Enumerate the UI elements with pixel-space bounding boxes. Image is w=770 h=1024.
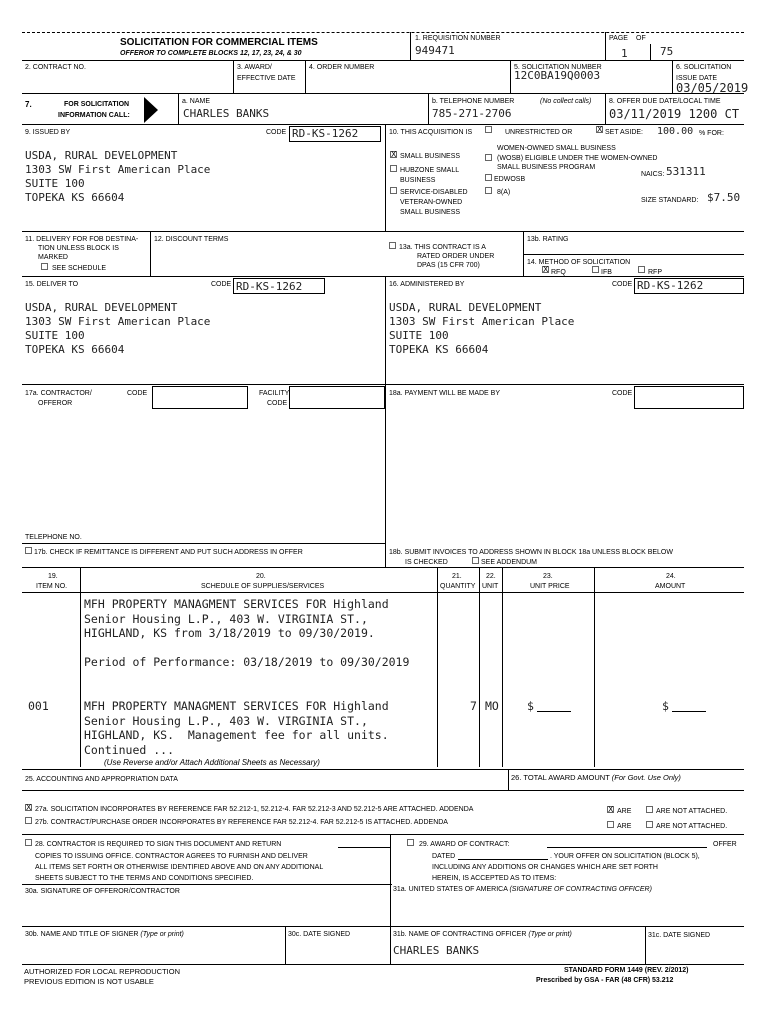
- remittance-checkbox[interactable]: [25, 547, 32, 554]
- col-24-num: 24.: [666, 573, 676, 580]
- contracting-officer-name[interactable]: CHARLES BANKS: [393, 944, 480, 957]
- deliver-code[interactable]: RD-KS-1262: [236, 280, 303, 293]
- issued-by-label: 9. ISSUED BY: [25, 129, 71, 136]
- period-of-performance[interactable]: Period of Performance: 03/18/2019 to 09/30/2019: [84, 655, 410, 669]
- remittance-label: 17b. CHECK IF REMITTANCE IS DIFFERENT AND PUT SUCH ADDRESS IN OFFER: [34, 549, 303, 556]
- col-21-num: 21.: [452, 573, 462, 580]
- sdvosb-label-2: VETERAN-OWNED: [400, 199, 463, 206]
- govt-use-note: (For Govt. Use Only): [611, 773, 681, 782]
- 27a-checkbox[interactable]: X: [26, 803, 32, 812]
- naics-code[interactable]: 531311: [666, 165, 706, 178]
- set-aside-percent[interactable]: 100.00: [657, 126, 694, 137]
- small-business-checkbox[interactable]: X: [391, 150, 397, 159]
- size-standard-value[interactable]: $7.50: [707, 191, 741, 204]
- 29-text-1: 29. AWARD OF CONTRACT:: [419, 841, 510, 848]
- wosb-label-3: SMALL BUSINESS PROGRAM: [497, 164, 596, 169]
- issued-address-line-3[interactable]: SUITE 100: [25, 177, 85, 190]
- unrestricted-checkbox[interactable]: [485, 126, 492, 133]
- 27a-not-attached-checkbox[interactable]: [646, 806, 653, 813]
- 29-checkbox[interactable]: [407, 839, 414, 846]
- admin-address-line-1[interactable]: USDA, RURAL DEVELOPMENT: [389, 301, 542, 314]
- issued-code-label: CODE: [266, 129, 287, 136]
- invoice-label-2: IS CHECKED: [405, 559, 448, 566]
- 28-text-4: SHEETS SUBJECT TO THE TERMS AND CONDITIONS SPECIFIED.: [35, 875, 254, 882]
- 29-text-2: . YOUR OFFER ON SOLICITATION (BLOCK 5),: [550, 853, 700, 860]
- amount-symbol: $: [662, 699, 669, 713]
- facility-label-2: CODE: [267, 400, 288, 407]
- admin-code-label: CODE: [612, 281, 633, 288]
- small-business-label: SMALL BUSINESS: [400, 153, 461, 160]
- deliver-address-line-1[interactable]: USDA, RURAL DEVELOPMENT: [25, 301, 178, 314]
- edwosb-label: EDWOSB: [494, 176, 526, 183]
- payment-code-label: CODE: [612, 390, 633, 397]
- quantity-value[interactable]: 7: [470, 699, 477, 713]
- block-7-number: 7.: [25, 100, 32, 109]
- 27a-are-checkbox[interactable]: X: [608, 805, 614, 814]
- schedule-description-2[interactable]: MFH PROPERTY MANAGMENT SERVICES FOR Highland Senior Housing L.P., 403 W. VIRGINIA ST., HIGHLAND, KS. Management fee for all units. Continued ...: [84, 699, 389, 757]
- page-label: PAGE: [609, 35, 628, 42]
- page-total[interactable]: 75: [660, 45, 674, 58]
- naics-label: NAICS:: [641, 171, 665, 178]
- total-award-label: 26. TOTAL AWARD AMOUNT: [511, 773, 610, 782]
- b11-label-1: 11. DELIVERY FOR FOB DESTINA-: [25, 236, 139, 243]
- issued-address-line-4[interactable]: TOPEKA KS 66604: [25, 191, 125, 204]
- contracting-officer-signature-field[interactable]: [393, 897, 743, 925]
- unrestricted-label: UNRESTRICTED OR: [505, 129, 573, 136]
- issue-date-label-2: ISSUE DATE: [676, 75, 718, 82]
- award-contract-field[interactable]: [547, 847, 707, 848]
- invoice-label-1: 18b. SUBMIT INVOICES TO ADDRESS SHOWN IN BLOCK 18a UNLESS BLOCK BELOW: [389, 549, 673, 556]
- deliver-address-line-4[interactable]: TOPEKA KS 66604: [25, 343, 125, 356]
- facility-label-1: FACILITY: [259, 390, 290, 397]
- edwosb-checkbox[interactable]: [485, 174, 492, 181]
- 8a-checkbox[interactable]: [485, 187, 492, 194]
- 31b-label: 31b. NAME OF CONTRACTING OFFICER: [393, 931, 527, 938]
- 31c-label: 31c. DATE SIGNED: [648, 932, 711, 939]
- acquisition-label: 10. THIS ACQUISITION IS: [389, 129, 473, 136]
- b11-label-3: MARKED: [38, 254, 68, 261]
- copies-field[interactable]: [338, 847, 390, 848]
- rfp-checkbox[interactable]: [638, 266, 645, 273]
- see-addendum-label: SEE ADDENDUM: [481, 559, 538, 566]
- award-label: 3. AWARD/: [237, 64, 272, 71]
- contractor-label-2: OFFEROR: [38, 400, 73, 407]
- unit-price-field[interactable]: [537, 711, 571, 712]
- 31a-note: (SIGNATURE OF CONTRACTING OFFICER): [509, 886, 652, 893]
- telephone-number[interactable]: 785-271-2706: [432, 107, 512, 120]
- deliver-to-label: 15. DELIVER TO: [25, 281, 79, 288]
- admin-code[interactable]: RD-KS-1262: [637, 279, 704, 292]
- rfq-checkbox[interactable]: X: [543, 265, 549, 274]
- 29-offer-label: OFFER: [713, 841, 737, 848]
- percent-for-label: % FOR:: [699, 130, 724, 137]
- col-22-num: 22.: [486, 573, 496, 580]
- admin-address-line-4[interactable]: TOPEKA KS 66604: [389, 343, 489, 356]
- 31a-label: 31a. UNITED STATES OF AMERICA: [393, 886, 508, 893]
- ifb-checkbox[interactable]: [592, 266, 599, 273]
- 30c-label: 30c. DATE SIGNED: [288, 931, 351, 938]
- order-number-label: 4. ORDER NUMBER: [309, 64, 375, 71]
- 27a-are-label: ARE: [617, 808, 632, 815]
- payment-label: 18a. PAYMENT WILL BE MADE BY: [389, 390, 500, 397]
- dated-field[interactable]: [458, 859, 548, 860]
- set-aside-checkbox[interactable]: X: [597, 125, 603, 134]
- 29-text-4: HEREIN, IS ACCEPTED AS TO ITEMS:: [432, 875, 557, 882]
- b13a-label-1: 13a. THIS CONTRACT IS A: [399, 244, 486, 251]
- unit-price-symbol: $: [527, 699, 534, 713]
- 30a-label: 30a. SIGNATURE OF OFFEROR/CONTRACTOR: [25, 888, 180, 895]
- offeror-signature-field[interactable]: [26, 897, 384, 925]
- issued-address-line-2[interactable]: 1303 SW First American Place: [25, 163, 211, 176]
- discount-terms-label: 12. DISCOUNT TERMS: [154, 236, 229, 243]
- requisition-label: 1. REQUISITION NUMBER: [415, 35, 501, 42]
- effective-date-label: EFFECTIVE DATE: [237, 75, 296, 82]
- issue-date[interactable]: 03/05/2019: [676, 81, 749, 95]
- facility-code-field[interactable]: [289, 386, 385, 409]
- 8a-label: 8(A): [497, 189, 511, 196]
- col-item-no: ITEM NO.: [36, 583, 68, 590]
- contractor-code-field[interactable]: [152, 386, 248, 409]
- 30b-label: 30b. NAME AND TITLE OF SIGNER: [25, 931, 139, 938]
- accounting-label: 25. ACCOUNTING AND APPROPRIATION DATA: [25, 776, 178, 783]
- page-number[interactable]: 1: [621, 47, 628, 60]
- form-title: SOLICITATION FOR COMMERCIAL ITEMS: [120, 37, 318, 48]
- footer-prescribed: Prescribed by GSA - FAR (48 CFR) 53.212: [536, 977, 674, 984]
- contact-name[interactable]: CHARLES BANKS: [183, 107, 270, 120]
- rating-label: 13b. RATING: [527, 236, 569, 243]
- administered-by-label: 16. ADMINISTERED BY: [389, 281, 465, 288]
- name-label: a. NAME: [182, 98, 211, 105]
- wosb-label-1: WOMEN-OWNED SMALL BUSINESS: [497, 145, 616, 152]
- admin-address-line-2[interactable]: 1303 SW First American Place: [389, 315, 575, 328]
- contract-no-label: 2. CONTRACT NO.: [25, 64, 86, 71]
- offer-due-date[interactable]: 03/11/2019 1200 CT: [609, 107, 740, 121]
- solicitation-number-label: 5. SOLICITATION NUMBER: [514, 64, 602, 71]
- b13a-label-2: RATED ORDER UNDER: [417, 253, 495, 260]
- deliver-code-label: CODE: [211, 281, 232, 288]
- reverse-note: (Use Reverse and/or Attach Additional Sheets as Necessary): [104, 758, 320, 767]
- 27b-checkbox[interactable]: [25, 817, 32, 824]
- col-20-num: 20.: [256, 573, 266, 580]
- footer-reproduction: AUTHORIZED FOR LOCAL REPRODUCTION: [24, 967, 180, 976]
- 27b-not-attached-label: ARE NOT ATTACHED.: [656, 823, 728, 830]
- issued-code[interactable]: RD-KS-1262: [292, 127, 359, 140]
- rfp-label: RFP: [648, 269, 662, 276]
- col-amount: AMOUNT: [655, 583, 686, 590]
- 27a-text: 27a. SOLICITATION INCORPORATES BY REFERENCE FAR 52.212-1, 52.212-4. FAR 52.212-3 AND 52.212-5 ARE ATTACHED. ADDENDA: [35, 806, 474, 813]
- no-collect-note: (No collect calls): [540, 98, 592, 105]
- solicitation-number[interactable]: 12C0BA19Q0003: [514, 69, 601, 82]
- 27b-are-label: ARE: [617, 823, 632, 830]
- 28-checkbox[interactable]: [25, 839, 32, 846]
- col-19-num: 19.: [48, 573, 58, 580]
- 27b-not-attached-checkbox[interactable]: [646, 821, 653, 828]
- col-unit: UNIT: [482, 583, 499, 590]
- 30b-note: (Type or print): [140, 931, 184, 938]
- wosb-label-2: (WOSB) ELIGIBLE UNDER THE WOMEN-OWNED: [497, 155, 658, 162]
- col-unit-price: UNIT PRICE: [530, 583, 570, 590]
- hubzone-label-1: HUBZONE SMALL: [400, 167, 460, 174]
- deliver-address-line-3[interactable]: SUITE 100: [25, 329, 85, 342]
- issued-address-line-1[interactable]: USDA, RURAL DEVELOPMENT: [25, 149, 178, 162]
- form-subtitle: OFFEROR TO COMPLETE BLOCKS 12, 17, 23, 24, & 30: [120, 50, 302, 57]
- footer-previous-edition: PREVIOUS EDITION IS NOT USABLE: [24, 977, 154, 986]
- unit-value[interactable]: MO: [485, 699, 499, 713]
- 29-text-3: INCLUDING ANY ADDITIONS OR CHANGES WHICH ARE SET FORTH: [432, 864, 658, 871]
- see-schedule-checkbox[interactable]: [41, 263, 48, 270]
- rfq-label: RFQ: [551, 269, 566, 276]
- 27b-text: 27b. CONTRACT/PURCHASE ORDER INCORPORATES BY REFERENCE FAR 52.212-4. FAR 52.212-5 IS ATTACHED. ADDENDA: [35, 819, 448, 826]
- b11-label-2: TION UNLESS BLOCK IS: [38, 245, 119, 252]
- requisition-number[interactable]: 949471: [415, 44, 455, 57]
- footer-form-number: STANDARD FORM 1449 (REV. 2/2012): [564, 967, 689, 974]
- deliver-address-line-2[interactable]: 1303 SW First American Place: [25, 315, 211, 328]
- col-quantity: QUANTITY: [440, 583, 476, 590]
- sdvosb-checkbox[interactable]: [390, 187, 397, 194]
- see-addendum-checkbox[interactable]: [472, 557, 479, 564]
- wosb-checkbox[interactable]: [485, 154, 492, 161]
- method-label: 14. METHOD OF SOLICITATION: [527, 259, 631, 266]
- see-schedule-label: SEE SCHEDULE: [52, 265, 107, 272]
- sdvosb-label-1: SERVICE-DISABLED: [400, 189, 468, 196]
- rated-order-checkbox[interactable]: [389, 242, 396, 249]
- of-label: OF: [636, 35, 646, 42]
- amount-field[interactable]: [672, 711, 706, 712]
- 27b-are-checkbox[interactable]: [607, 821, 614, 828]
- payment-code-field[interactable]: [634, 386, 744, 409]
- 29-dated-label: DATED: [432, 853, 456, 860]
- arrow-right-icon: [143, 96, 159, 124]
- b13a-label-3: DPAS (15 CFR 700): [417, 262, 480, 269]
- 28-text-2: COPIES TO ISSUING OFFICE. CONTRACTOR AGREES TO FURNISH AND DELIVER: [35, 853, 308, 860]
- size-standard-label: SIZE STANDARD:: [641, 197, 699, 204]
- info-call-label-2: INFORMATION CALL:: [58, 112, 130, 119]
- contractor-code-label: CODE: [127, 390, 148, 397]
- top-border: [22, 32, 744, 33]
- contractor-label-1: 17a. CONTRACTOR/: [25, 390, 92, 397]
- col-schedule: SCHEDULE OF SUPPLIES/SERVICES: [201, 583, 325, 590]
- 28-text-1: 28. CONTRACTOR IS REQUIRED TO SIGN THIS DOCUMENT AND RETURN: [35, 841, 282, 848]
- hubzone-checkbox[interactable]: [390, 165, 397, 172]
- offer-due-label: 8. OFFER DUE DATE/LOCAL TIME: [609, 98, 721, 105]
- col-23-num: 23.: [543, 573, 553, 580]
- info-call-label-1: FOR SOLICITATION: [64, 101, 130, 108]
- hubzone-label-2: BUSINESS: [400, 177, 436, 184]
- issue-date-label-1: 6. SOLICITATION: [676, 64, 732, 71]
- telephone-label: b. TELEPHONE NUMBER: [432, 98, 515, 105]
- 27a-not-attached-label: ARE NOT ATTACHED.: [656, 808, 728, 815]
- set-aside-label: SET ASIDE:: [605, 129, 643, 136]
- ifb-label: IFB: [601, 269, 612, 276]
- schedule-description-1[interactable]: MFH PROPERTY MANAGMENT SERVICES FOR Highland Senior Housing L.P., 403 W. VIRGINIA ST., HIGHLAND, KS from 3/18/2019 to 09/30/2019.: [84, 597, 389, 640]
- 28-text-3: ALL ITEMS SET FORTH OR OTHERWISE IDENTIFIED ABOVE AND ON ANY ADDITIONAL: [35, 864, 324, 871]
- 31b-note: (Type or print): [528, 931, 572, 938]
- sdvosb-label-3: SMALL BUSINESS: [400, 209, 461, 216]
- telephone-no-label: TELEPHONE NO.: [25, 534, 82, 541]
- admin-address-line-3[interactable]: SUITE 100: [389, 329, 449, 342]
- item-number[interactable]: 001: [28, 699, 49, 713]
